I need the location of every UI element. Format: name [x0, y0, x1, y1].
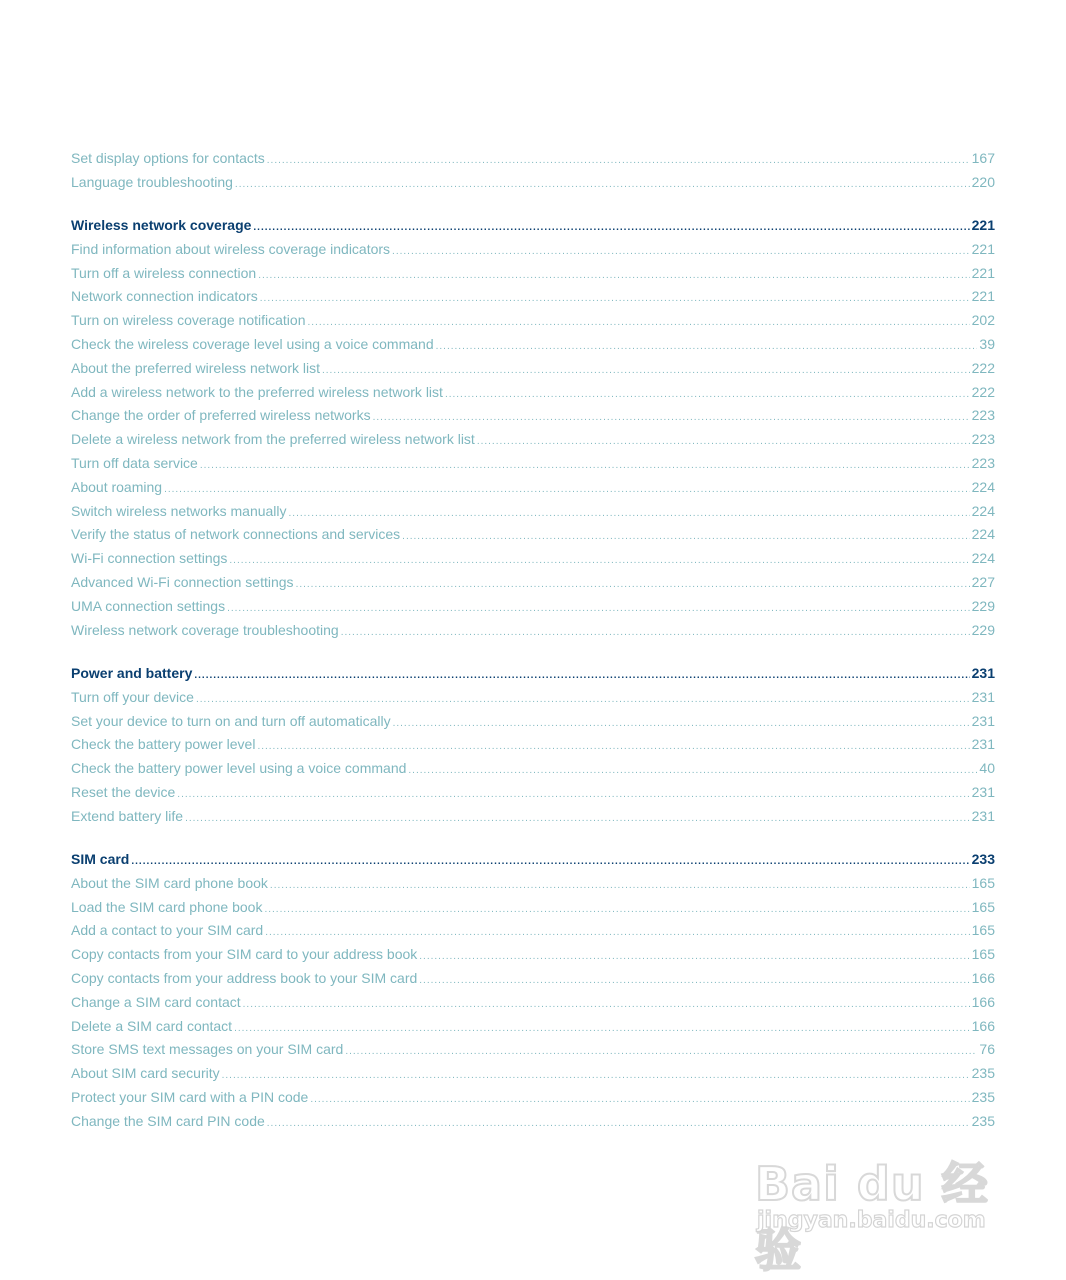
page-number: 165 [971, 922, 995, 939]
dot-leader [477, 430, 970, 454]
entry-title: Set your device to turn on and turn off automatically [71, 712, 391, 729]
entry-title: Delete a wireless network from the preferred wireless network list [71, 431, 475, 448]
page-number: 231 [971, 712, 995, 729]
page-number: 224 [971, 502, 995, 519]
page-number: 231 [971, 736, 995, 753]
watermark-url: jingyan.baidu.com [757, 1208, 986, 1233]
page-number: 165 [971, 898, 995, 915]
entry-title: Change the SIM card PIN code [71, 1112, 265, 1129]
entry-title: Add a contact to your SIM card [71, 922, 264, 939]
page-number: 224 [971, 526, 995, 543]
toc-entry[interactable] [71, 571, 995, 595]
page-number: 165 [971, 946, 995, 963]
dot-leader [235, 173, 970, 197]
toc-entry[interactable] [71, 710, 995, 734]
page-number: 235 [971, 1112, 995, 1129]
entry-title: Wireless network coverage troubleshooting [71, 621, 339, 638]
entry-title: Copy contacts from your SIM card to your address book [71, 946, 418, 963]
entry-title: UMA connection settings [71, 597, 226, 614]
entry-title: Check the battery power level using a voice command [71, 760, 407, 777]
toc-entry[interactable] [71, 404, 995, 428]
page-number: 229 [971, 597, 995, 614]
entry-title: Check the wireless coverage level using a voice command [71, 336, 434, 353]
page-number: 231 [971, 688, 995, 705]
dot-leader [310, 1088, 969, 1112]
section-title: Power and battery [71, 664, 193, 681]
toc-entry[interactable] [71, 1086, 995, 1110]
entry-title: Load the SIM card phone book [71, 898, 263, 915]
toc-section [71, 214, 995, 642]
dot-leader [194, 664, 969, 688]
page-number: 167 [971, 150, 995, 166]
page-number: 221 [971, 264, 995, 281]
baidu-jingyan-watermark [755, 1120, 1005, 1277]
page-number: 224 [971, 478, 995, 495]
entry-title: Find information about wireless coverage indicators [71, 240, 391, 257]
dot-leader [177, 783, 969, 807]
dot-leader [258, 264, 969, 288]
page-number: 231 [971, 664, 995, 681]
toc-entry[interactable] [71, 523, 995, 547]
entry-title: Delete a SIM card contact [71, 1017, 233, 1034]
page-number: 222 [971, 383, 995, 400]
toc-entry[interactable] [71, 919, 995, 943]
toc-section-heading[interactable] [71, 848, 995, 872]
toc-entry[interactable] [71, 967, 995, 991]
page-number: 221 [971, 217, 995, 234]
toc-entry[interactable] [71, 595, 995, 619]
toc-section [71, 662, 995, 829]
dot-leader [419, 945, 969, 969]
page-number: 227 [971, 574, 995, 591]
entry-title: Check the battery power level [71, 736, 256, 753]
dot-leader [402, 525, 969, 549]
toc-entry[interactable] [71, 872, 995, 896]
page-number: 39 [979, 336, 995, 353]
dot-leader [445, 383, 970, 407]
toc-entry[interactable] [71, 1038, 995, 1062]
section-title: SIM card [71, 851, 130, 868]
entry-title: Language troubleshooting [71, 173, 233, 190]
entry-title: Protect your SIM card with a PIN code [71, 1088, 309, 1105]
dot-leader [289, 502, 970, 526]
entry-title: About roaming [71, 478, 163, 495]
entry-title: Switch wireless networks manually [71, 502, 287, 519]
page-number: 40 [979, 760, 995, 777]
entry-title: Turn on wireless coverage notification [71, 312, 306, 329]
dot-leader [185, 807, 970, 831]
entry-title: About SIM card security [71, 1065, 220, 1082]
dot-leader [408, 759, 977, 783]
toc-section [71, 147, 995, 195]
dot-leader [131, 850, 969, 874]
dot-leader [243, 993, 970, 1017]
dot-leader [341, 621, 970, 645]
entry-title: Change the order of preferred wireless networks [71, 407, 371, 424]
page-number: 229 [971, 621, 995, 638]
dot-leader [308, 311, 970, 335]
page-number: 76 [979, 1041, 995, 1058]
toc-entry[interactable] [71, 991, 995, 1015]
dot-leader [322, 359, 970, 383]
toc-entry[interactable] [71, 333, 995, 357]
toc-section-heading[interactable] [71, 662, 995, 686]
entry-title: Turn off your device [71, 688, 194, 705]
toc-entry[interactable] [71, 805, 995, 829]
toc-entry[interactable] [71, 476, 995, 500]
entry-title: Store SMS text messages on your SIM card [71, 1041, 344, 1058]
dot-leader [345, 1040, 977, 1064]
entry-title: Reset the device [71, 783, 176, 800]
watermark-brand: Bai du 经验 [755, 1157, 989, 1277]
dot-leader [257, 735, 969, 759]
toc-entry[interactable] [71, 285, 995, 309]
entry-title: Turn off a wireless connection [71, 264, 257, 281]
page-number: 231 [971, 807, 995, 824]
toc-entry[interactable] [71, 781, 995, 805]
page-number: 235 [971, 1065, 995, 1082]
dot-leader [164, 478, 970, 502]
dot-leader [393, 712, 970, 736]
dot-leader [264, 898, 969, 922]
toc-entry[interactable] [71, 943, 995, 967]
toc-entry[interactable] [71, 500, 995, 524]
entry-title: Extend battery life [71, 807, 184, 824]
dot-leader [270, 874, 970, 898]
dot-leader [253, 216, 969, 240]
page-number: 166 [971, 1017, 995, 1034]
page-number: 221 [971, 240, 995, 257]
toc-section-heading[interactable] [71, 214, 995, 238]
dot-leader [200, 454, 970, 478]
page-number: 221 [971, 288, 995, 305]
dot-leader [419, 969, 969, 993]
toc-entry[interactable] [71, 428, 995, 452]
toc-entry[interactable] [71, 171, 995, 195]
toc-entry[interactable] [71, 262, 995, 286]
dot-leader [196, 688, 970, 712]
entry-title: Set display options for contacts [71, 150, 265, 166]
dot-leader [373, 406, 970, 430]
page-number: 166 [971, 970, 995, 986]
entry-title: Add a wireless network to the preferred wireless network list [71, 383, 443, 400]
table-of-contents [71, 147, 995, 1153]
dot-leader [265, 921, 969, 945]
page-number: 224 [971, 550, 995, 567]
toc-section [71, 848, 995, 1134]
entry-title: Wi-Fi connection settings [71, 550, 228, 567]
page-number: 223 [971, 407, 995, 424]
toc-entry[interactable] [71, 357, 995, 381]
toc-entry[interactable] [71, 147, 995, 171]
dot-leader [260, 287, 970, 311]
toc-entry[interactable] [71, 757, 995, 781]
toc-entry[interactable] [71, 619, 995, 643]
toc-entry[interactable] [71, 547, 995, 571]
page-number: 202 [971, 312, 995, 329]
dot-leader [436, 335, 978, 359]
toc-entry[interactable] [71, 896, 995, 920]
toc-entry[interactable] [71, 686, 995, 710]
page-number: 231 [971, 783, 995, 800]
dot-leader [229, 549, 969, 573]
dot-leader [234, 1017, 970, 1041]
page-number: 220 [971, 173, 995, 190]
dot-leader [296, 573, 970, 597]
toc-entry[interactable] [71, 452, 995, 476]
toc-entry[interactable] [71, 238, 995, 262]
page-number: 223 [971, 431, 995, 448]
dot-leader [267, 149, 970, 173]
page-number: 233 [971, 851, 995, 868]
toc-entry[interactable] [71, 1015, 995, 1039]
dot-leader [392, 240, 970, 264]
section-title: Wireless network coverage [71, 217, 252, 234]
page-number: 222 [971, 359, 995, 376]
entry-title: Network connection indicators [71, 288, 258, 305]
toc-entry[interactable] [71, 309, 995, 333]
entry-title: Advanced Wi-Fi connection settings [71, 574, 294, 591]
toc-entry[interactable] [71, 733, 995, 757]
entry-title: Turn off data service [71, 455, 198, 472]
toc-entry[interactable] [71, 381, 995, 405]
page-number: 223 [971, 455, 995, 472]
page-number: 166 [971, 993, 995, 1010]
entry-title: About the preferred wireless network list [71, 359, 320, 376]
dot-leader [222, 1064, 970, 1088]
entry-title: Change a SIM card contact [71, 993, 241, 1010]
page-number: 235 [971, 1088, 995, 1105]
entry-title: Copy contacts from your address book to your SIM card [71, 970, 418, 986]
entry-title: Verify the status of network connections and services [71, 526, 401, 543]
page-number: 165 [971, 874, 995, 891]
toc-entry[interactable] [71, 1062, 995, 1086]
entry-title: About the SIM card phone book [71, 874, 268, 891]
dot-leader [227, 597, 970, 621]
